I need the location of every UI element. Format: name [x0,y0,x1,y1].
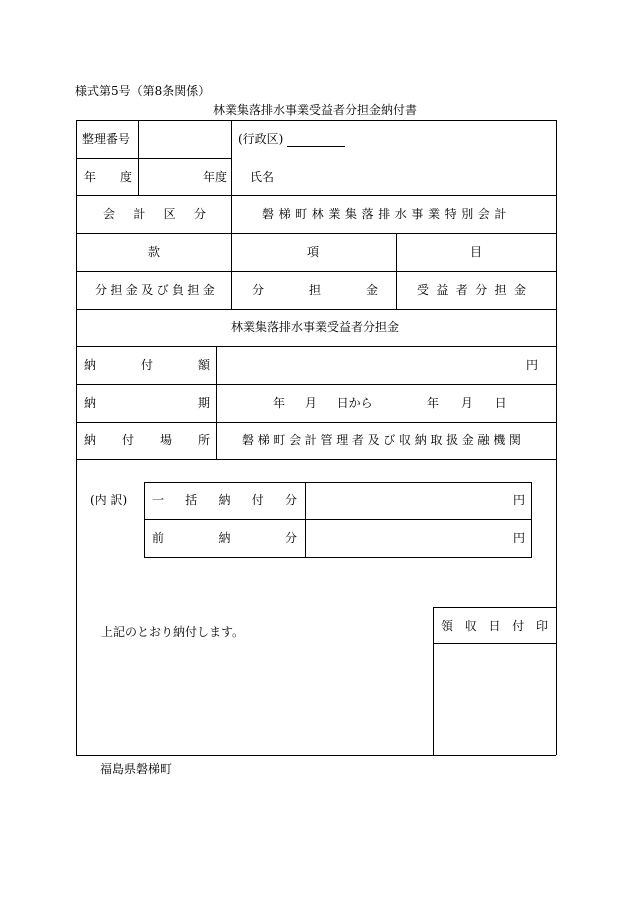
zenno-label: 前 納 分 [152,531,297,545]
gyoseiku-label: (行政区) [238,132,284,146]
issuer: 福島県磐梯町 [100,762,173,776]
receipt-stamp-label: 領 収 日 付 印 [441,619,548,633]
nofu-gaku-label: 納 付 額 [84,358,210,372]
kou-value: 分 担 金 [252,283,378,297]
setsu-value: 林業集落排水事業受益者分担金 [230,320,399,334]
kan-header: 款 [148,245,161,259]
breakdown-label: (内 訳) [90,493,128,507]
moku-value: 受益者分担金 [417,283,534,297]
nendo-label: 年 度 [84,170,132,184]
shimei-label: 氏名 [250,170,275,184]
kan-value: 分担金及び負担金 [95,283,219,297]
nofu-basho-label: 納 付 場 所 [84,433,210,447]
nendo-suffix: 年度 [203,170,228,184]
gyoseiku-blank[interactable] [287,146,345,147]
ikkatsu-nofu-label: 一 括 納 付 分 [152,493,297,507]
kaikei-kubun-label: 会 計 区 分 [103,207,206,221]
kou-header: 項 [307,245,320,259]
kaikei-kubun-value: 磐梯町林業集落排水事業特別会計 [262,207,512,221]
moku-header: 目 [470,245,483,259]
seiri-bango-label: 整理番号 [82,132,131,146]
noki-label: 納 期 [84,396,210,410]
zenno-yen: 円 [513,531,526,545]
nofu-gaku-yen: 円 [526,358,539,372]
nofu-basho-value: 磐梯町会計管理者及び収納取扱金融機関 [242,433,525,447]
form-number: 様式第5号（第8条関係） [75,84,211,98]
ikkatsu-yen: 円 [513,493,526,507]
noki-from: 年 月 日から [273,396,373,410]
statement: 上記のとおり納付します。 [101,625,245,639]
noki-to: 年 月 日 [427,396,507,410]
form-title: 林業集落排水事業受益者分担金納付書 [212,103,417,117]
